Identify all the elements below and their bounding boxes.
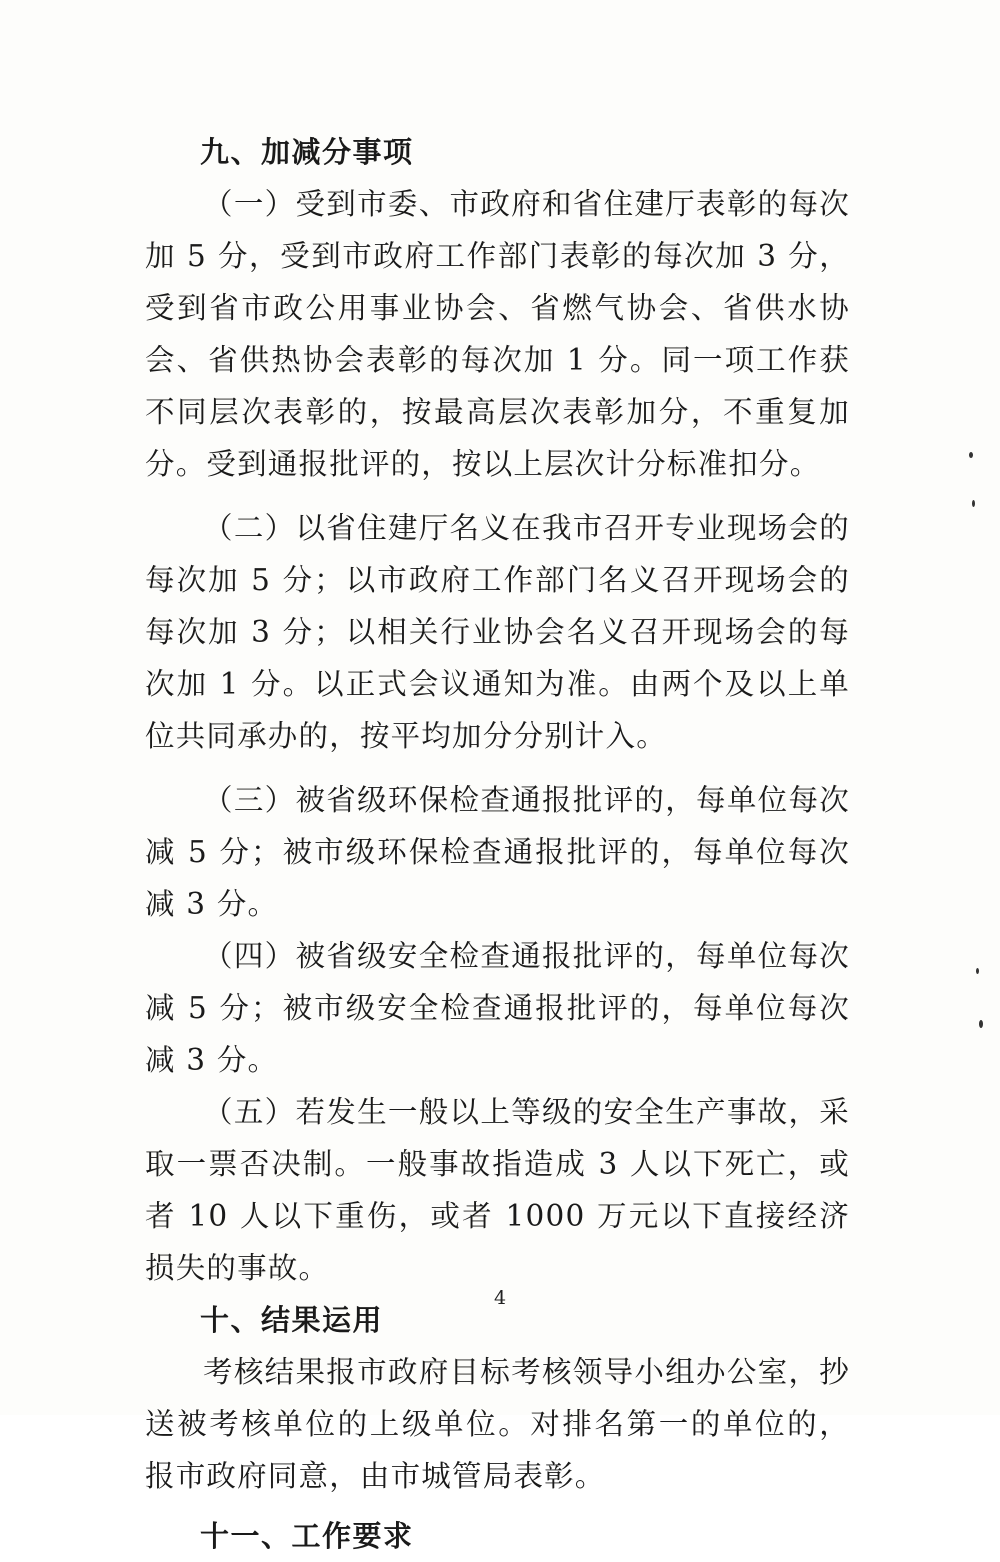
- scan-speck: [972, 500, 975, 507]
- page-number: 4: [493, 1287, 507, 1309]
- scan-speck: [979, 1020, 983, 1028]
- section-heading-10: 十、结果运用: [200, 1303, 384, 1337]
- scan-speck: [976, 968, 979, 974]
- section-heading-9: 九、加减分事项: [200, 135, 414, 169]
- section-heading-11: 十一、工作要求: [200, 1519, 414, 1553]
- paragraph-9-1: （一）受到市委、市政府和省住建厅表彰的每次加 5 分，受到市政府工作部门表彰的每次加 3 分，受到省市政公用事业协会、省燃气协会、省供水协会、省供热协会表彰的每次加 1 分。同一项工作获不同层次表彰的，按最高层次表彰加分，不重复加分。受到通报批评的，按以上层次计分标准扣分。: [145, 187, 850, 481]
- paragraph-9-3: （三）被省级环保检查通报批评的，每单位每次减 5 分；被市级环保检查通报批评的，每单位每次减 3 分。: [145, 783, 850, 921]
- paragraph-9-4: （四）被省级安全检查通报批评的，每单位每次减 5 分；被市级安全检查通报批评的，每单位每次减 3 分。: [145, 939, 850, 1077]
- paragraph-9-5: （五）若发生一般以上等级的安全生产事故，采取一票否决制。一般事故指造成 3 人以下死亡，或者 10 人以下重伤，或者 1000 万元以下直接经济损失的事故。: [145, 1095, 850, 1285]
- scan-speck: [969, 452, 973, 458]
- paragraph-10-1: 考核结果报市政府目标考核领导小组办公室，抄送被考核单位的上级单位。对排名第一的单位的，报市政府同意，由市城管局表彰。: [145, 1355, 850, 1493]
- document-body: [145, 126, 850, 1562]
- paragraph-9-2: （二）以省住建厅名义在我市召开专业现场会的每次加 5 分；以市政府工作部门名义召开现场会的每次加 3 分；以相关行业协会名义召开现场会的每次加 1 分。以正式会议通知为准。由两个及以上单位共同承办的，按平均加分分别计入。: [145, 511, 850, 753]
